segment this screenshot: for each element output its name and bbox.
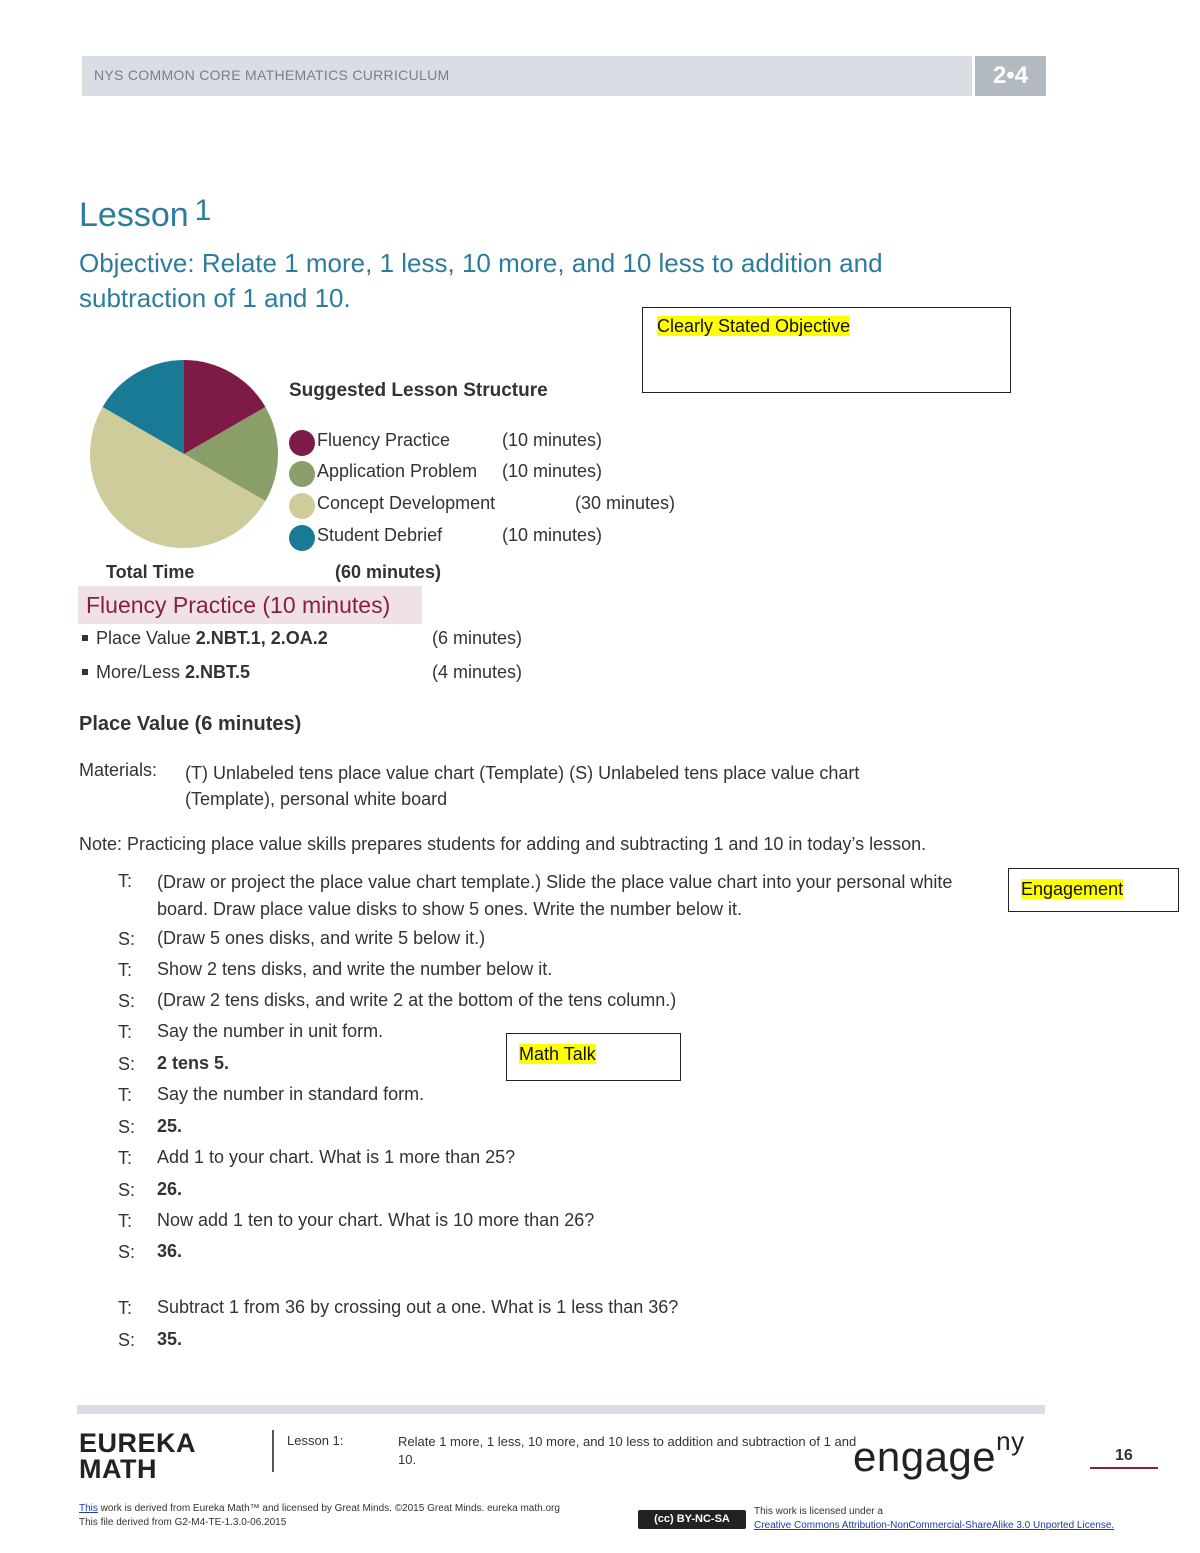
dialogue-speaker: T: <box>118 1022 133 1042</box>
page-number: 16 <box>1115 1447 1133 1464</box>
materials-text: (T) Unlabeled tens place value chart (Template) (S) Unlabeled tens place value chart (Template), personal white board <box>185 763 860 809</box>
legend-minutes-fluency: (10 minutes) <box>502 430 603 450</box>
note-text: Note: Practicing place value skills prepares students for adding and subtracting 1 and 10 in today’s lesson. <box>79 834 927 854</box>
lesson-title <box>79 196 211 235</box>
footer-lesson-description: Relate 1 more, 1 less, 10 more, and 10 less to addition and subtraction of 1 and 10. <box>398 1434 857 1467</box>
legend-label-concept: Concept Development <box>317 493 496 513</box>
dialogue-speaker: T: <box>118 1085 133 1105</box>
lesson-label: Lesson <box>79 196 189 234</box>
fluency-item-name: Place Value <box>96 628 196 648</box>
dialogue-line: (Draw 2 tens disks, and write 2 at the bottom of the tens column.) <box>157 990 677 1010</box>
fluency-item-standard: 2.NBT.1, 2.OA.2 <box>195 628 328 648</box>
legend-dot-application <box>289 461 315 487</box>
license-derived-line <box>79 1503 560 1514</box>
dialogue-line: 25. <box>157 1116 183 1136</box>
legend-row-debrief <box>289 523 689 551</box>
dialogue-line: (Draw or project the place value chart template.) Slide the place value chart into your personal white board. Draw place value disks to show 5 ones. Write the number below it. <box>157 872 953 919</box>
legend-row-fluency <box>289 428 689 456</box>
dialogue-speaker: S: <box>118 1242 136 1262</box>
math-talk-callout-label: Math Talk <box>519 1044 596 1064</box>
lesson-number: 1 <box>194 194 212 227</box>
engageny-logo <box>853 1426 1025 1481</box>
dialogue-line: 26. <box>157 1179 183 1199</box>
engage-text: engage <box>853 1433 997 1480</box>
license-derived-text: work is derived from Eureka Math™ and licensed by Great Minds. ©2015 Great Minds. eureka math.org <box>97 1503 560 1514</box>
legend-minutes-debrief: (10 minutes) <box>502 525 603 545</box>
dialogue-line: 2 tens 5. <box>157 1053 230 1073</box>
legend-label-debrief: Student Debrief <box>317 525 443 545</box>
dialogue-speaker: S: <box>118 1117 136 1137</box>
dialogue-speaker: S: <box>118 929 136 949</box>
legend-row-application <box>289 459 689 487</box>
engagement-callout <box>1008 868 1179 912</box>
footer-divider <box>272 1430 274 1472</box>
dialogue-speaker: T: <box>118 960 133 980</box>
license-this-link[interactable]: This <box>79 1503 98 1514</box>
objective-callout <box>642 307 1011 393</box>
legend-minutes-concept: (30 minutes) <box>575 493 676 513</box>
dialogue-line: Add 1 to your chart. What is 1 more than 25? <box>157 1147 516 1167</box>
lesson-structure-pie-chart <box>86 356 282 552</box>
lesson-structure-title: Suggested Lesson Structure <box>289 380 548 401</box>
dialogue-speaker: T: <box>118 1211 133 1231</box>
eureka-logo-line2: MATH <box>79 1454 157 1484</box>
fluency-item-place-value <box>82 628 328 649</box>
math-talk-callout <box>506 1033 681 1081</box>
dialogue-line: Say the number in standard form. <box>157 1084 425 1104</box>
lesson-objective: Objective: Relate 1 more, 1 less, 10 more, and 10 less to addition and subtraction of 1 and 10. <box>79 248 883 313</box>
legend-dot-concept <box>289 493 315 519</box>
dialogue-line: Say the number in unit form. <box>157 1021 384 1041</box>
dialogue-line: Show 2 tens disks, and write the number below it. <box>157 959 553 979</box>
dialogue-speaker: T: <box>118 1148 133 1168</box>
curriculum-title: NYS COMMON CORE MATHEMATICS CURRICULUM <box>94 67 450 83</box>
eureka-math-logo <box>79 1430 196 1482</box>
fluency-item-minutes: (6 minutes) <box>432 628 523 648</box>
total-time-label: Total Time <box>106 562 195 582</box>
legend-dot-debrief <box>289 525 315 551</box>
legend-label-application: Application Problem <box>317 461 478 481</box>
place-value-heading: Place Value (6 minutes) <box>79 713 302 735</box>
total-time-minutes: (60 minutes) <box>335 562 442 582</box>
legend-dot-fluency <box>289 430 315 456</box>
dialogue-speaker: T: <box>118 871 133 891</box>
dialogue-line: 35. <box>157 1329 183 1349</box>
legend-label-fluency: Fluency Practice <box>317 430 451 450</box>
dialogue-speaker: T: <box>118 1298 133 1318</box>
cc-license-badge: (cc) BY-NC-SA <box>638 1510 746 1529</box>
footer-lesson-label: Lesson 1: <box>287 1433 344 1448</box>
dialogue-line: (Draw 5 ones disks, and write 5 below it.) <box>157 928 486 948</box>
fluency-item-name: More/Less <box>96 662 186 682</box>
grade-module-badge: 2•4 <box>975 56 1046 96</box>
fluency-practice-heading: Fluency Practice (10 minutes) <box>78 586 422 624</box>
dialogue-speaker: S: <box>118 991 136 1011</box>
footer-rule <box>77 1405 1045 1414</box>
dialogue-line: Subtract 1 from 36 by crossing out a one. What is 1 less than 36? <box>157 1297 679 1317</box>
cc-license-link[interactable]: Creative Commons Attribution-NonCommercial-ShareAlike 3.0 Unported License. <box>754 1520 1115 1531</box>
objective-callout-label: Clearly Stated Objective <box>657 316 851 336</box>
bullet-icon <box>82 669 88 675</box>
dialogue-speaker: S: <box>118 1330 136 1350</box>
legend-row-concept <box>289 491 689 519</box>
fluency-item-minutes: (4 minutes) <box>432 662 523 682</box>
dialogue-speaker: S: <box>118 1054 136 1074</box>
eureka-logo-line1: EUREKA <box>79 1428 197 1458</box>
fluency-item-standard: 2.NBT.5 <box>185 662 251 682</box>
dialogue-line: 36. <box>157 1241 183 1261</box>
cc-license-intro: This work is licensed under a <box>754 1506 883 1517</box>
license-file-line: This file derived from G2-M4-TE-1.3.0-06.2015 <box>79 1517 287 1528</box>
bullet-icon <box>82 635 88 641</box>
legend-minutes-application: (10 minutes) <box>502 461 603 481</box>
engagement-callout-label: Engagement <box>1021 879 1124 899</box>
materials-label: Materials: <box>79 760 158 780</box>
dialogue-line: Now add 1 ten to your chart. What is 10 more than 26? <box>157 1210 595 1230</box>
fluency-item-more-less <box>82 662 250 683</box>
page-number-rule <box>1090 1467 1158 1469</box>
engage-sup: ny <box>996 1426 1025 1456</box>
dialogue-speaker: S: <box>118 1180 136 1200</box>
